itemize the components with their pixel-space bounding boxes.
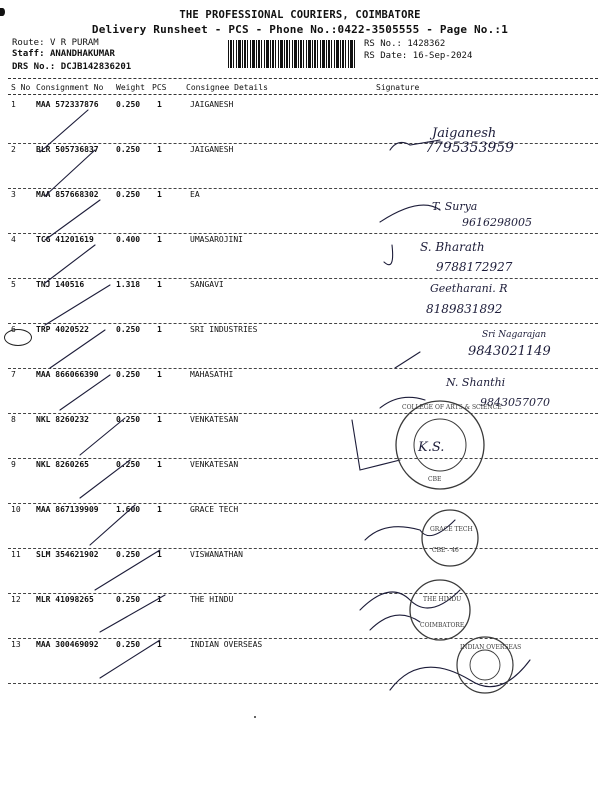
row-pcs: 1 <box>157 595 162 604</box>
sig-stroke-3 <box>380 205 440 222</box>
row-consignee: GRACE TECH <box>190 505 239 514</box>
row-consignee: EA <box>190 190 200 199</box>
row-weight: 1.318 <box>116 280 141 289</box>
col-consignee: Consignee Details <box>186 83 268 92</box>
row-sno: 1 <box>11 100 16 109</box>
sig-stroke-8 <box>352 420 400 470</box>
sig1-name: Jaiganesh <box>432 126 497 141</box>
row-pcs: 1 <box>157 190 162 199</box>
sig8-initials: K.S. <box>418 440 445 455</box>
row-consignee: THE HINDU <box>190 595 234 604</box>
bank-stamp-inner <box>470 650 500 680</box>
tick-row7 <box>60 375 110 410</box>
row-consignee: SANGAVI <box>190 280 224 289</box>
row-pcs: 1 <box>157 325 162 334</box>
row-consignee: INDIAN OVERSEAS <box>190 640 263 649</box>
row-sno: 8 <box>11 415 16 424</box>
row-pcs: 1 <box>157 280 162 289</box>
tick-row2 <box>45 150 95 196</box>
row-pcs: 1 <box>157 235 162 244</box>
row-pcs: 1 <box>157 370 162 379</box>
row-consignee: MAHASATHI <box>190 370 234 379</box>
row-consignment-no: MAA 866066390 <box>36 370 99 379</box>
hindu-stamp-city: COIMBATORE <box>420 622 465 629</box>
runsheet-subtitle: Delivery Runsheet - PCS - Phone No.:0422-3505555 - Page No.:1 <box>91 23 509 36</box>
grace-stamp-city: CBE - 46 <box>432 547 459 554</box>
row-pcs: 1 <box>157 145 162 154</box>
col-signature: Signature <box>376 83 420 92</box>
route-value: V R PURAM <box>49 38 99 48</box>
sig3-phone: 9616298005 <box>462 216 532 229</box>
col-pcs: PCS <box>152 83 167 92</box>
college-stamp-text: COLLEGE OF ARTS & SCIENCE <box>402 404 502 411</box>
row-consignment-no: MAA 867139909 <box>36 505 99 514</box>
sig4-name: S. Bharath <box>420 240 485 254</box>
row-consignment-no: NKL 8260232 <box>36 415 89 424</box>
tick-row1 <box>40 110 88 152</box>
rs-date-label: RS Date: <box>364 51 408 61</box>
row-consignment-no: BLR 505736837 <box>36 145 99 154</box>
grace-stamp-text: GRACE TECH <box>430 526 473 533</box>
row-consignee: VENKATESAN <box>190 460 239 469</box>
sig-stroke-4 <box>384 245 393 265</box>
tick-row10 <box>90 505 135 545</box>
col-sno: S No <box>11 83 31 92</box>
row-pcs: 1 <box>157 460 162 469</box>
row-pcs: 1 <box>157 505 162 514</box>
col-weight: Weight <box>116 83 145 92</box>
row-consignee: SRI INDUSTRIES <box>190 325 258 334</box>
row-sno: 4 <box>11 235 16 244</box>
hindu-stamp-text: THE HINDU <box>423 596 462 603</box>
row-sno: 5 <box>11 280 16 289</box>
row-consignee: VISWANATHAN <box>190 550 243 559</box>
row-sno: 12 <box>11 595 21 604</box>
row-sno: 10 <box>11 505 21 514</box>
staff-label: Staff: <box>12 49 45 59</box>
row-sno: 7 <box>11 370 16 379</box>
row-weight: 0.250 <box>116 640 141 649</box>
row-sno: 2 <box>11 145 16 154</box>
row-consignee: VENKATESAN <box>190 415 239 424</box>
row-consignee: UMASAROJINI <box>190 235 243 244</box>
col-consignment: Consignment No <box>36 83 104 92</box>
drs-label: DRS No.: <box>12 62 56 72</box>
row-weight: 0.250 <box>116 100 141 109</box>
row-consignment-no: SLM 354621902 <box>36 550 99 559</box>
bank-stamp-text: INDIAN OVERSEAS <box>460 644 522 651</box>
tick-row5 <box>45 285 110 325</box>
row-consignee: JAIGANESH <box>190 100 234 109</box>
row-weight: 0.250 <box>116 460 141 469</box>
row-consignee: JAIGANESH <box>190 145 234 154</box>
tick-row3 <box>45 200 100 240</box>
row-pcs: 1 <box>157 550 162 559</box>
sig5-phone: 8189831892 <box>426 302 503 316</box>
row-sno: 9 <box>11 460 16 469</box>
sig1-phone: 7795353959 <box>425 140 515 156</box>
sig3-name: T. Surya <box>432 200 478 213</box>
row-weight: 1.600 <box>116 505 141 514</box>
row-weight: 0.250 <box>116 370 141 379</box>
row-pcs: 1 <box>157 100 162 109</box>
rs-no-label: RS No.: <box>364 39 402 49</box>
rs-no-value: 1428362 <box>407 39 446 49</box>
row-weight: 0.250 <box>116 145 141 154</box>
route-label: Route: <box>12 38 45 48</box>
row-pcs: 1 <box>157 640 162 649</box>
drs-value: DCJB142836201 <box>60 62 132 72</box>
row-consignment-no: TNJ 140516 <box>36 280 85 289</box>
row-consignment-no: TRP 4020522 <box>36 325 89 334</box>
row-sno: 11 <box>11 550 21 559</box>
row-sno: 3 <box>11 190 16 199</box>
sig5-name: Geetharani. R <box>430 282 508 295</box>
row-sno: 13 <box>11 640 21 649</box>
stray-dot <box>254 716 256 718</box>
company-title: THE PROFESSIONAL COURIERS, COIMBATORE <box>179 9 421 21</box>
college-stamp-city: CBE <box>428 476 442 483</box>
rs-date-value: 16-Sep-2024 <box>412 51 473 61</box>
row-sno: 6 <box>11 325 16 334</box>
tick-row13 <box>100 640 160 678</box>
row-weight: 0.250 <box>116 325 141 334</box>
sig-stroke-13 <box>390 660 530 690</box>
sig6-phone: 9843021149 <box>468 344 551 359</box>
row-weight: 0.250 <box>116 415 141 424</box>
grace-stamp <box>422 510 478 566</box>
row-pcs: 1 <box>157 415 162 424</box>
sig4-phone: 9788172927 <box>436 260 513 274</box>
row-consignment-no: NKL 8260265 <box>36 460 89 469</box>
row-consignment-no: TCG 41201619 <box>36 235 94 244</box>
row-consignment-no: MLR 41098265 <box>36 595 94 604</box>
row-weight: 0.250 <box>116 595 141 604</box>
hindu-stamp <box>410 580 470 640</box>
sig7-name: N. Shanthi <box>446 376 506 389</box>
sig7-phone: 9843057070 <box>480 396 550 409</box>
tick-row12 <box>100 595 165 632</box>
tick-row9 <box>80 460 130 498</box>
tick-row6 <box>50 330 105 368</box>
tick-row8 <box>80 418 125 455</box>
row-weight: 0.400 <box>116 235 141 244</box>
row-weight: 0.250 <box>116 190 141 199</box>
row-weight: 0.250 <box>116 550 141 559</box>
row-consignment-no: MAA 857668302 <box>36 190 99 199</box>
tick-row4 <box>45 245 95 283</box>
tick-row11 <box>95 550 160 590</box>
staff-value: ANANDHAKUMAR <box>49 49 115 59</box>
sig6-name: Sri Nagarajan <box>482 330 547 340</box>
sig-stroke-6 <box>395 352 420 368</box>
row-consignment-no: MAA 572337876 <box>36 100 99 109</box>
row-consignment-no: MAA 300469092 <box>36 640 99 649</box>
